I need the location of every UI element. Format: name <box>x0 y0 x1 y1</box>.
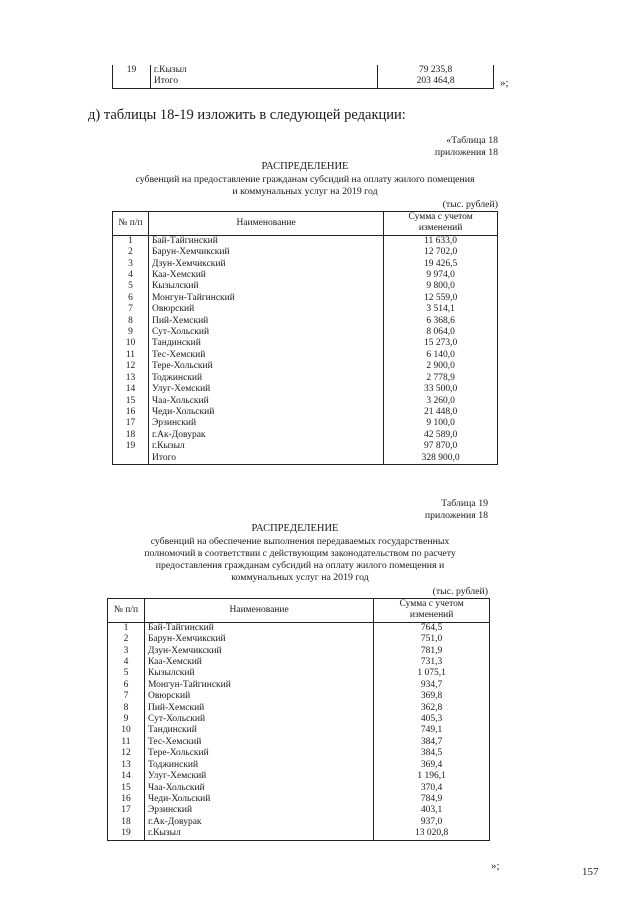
row-name: Бай-Тайгинский <box>148 235 383 247</box>
table-row <box>113 361 498 372</box>
t18-header-sum <box>384 212 498 236</box>
table-row <box>108 771 490 782</box>
row-value: 3 260,0 <box>384 396 498 407</box>
table-row <box>108 646 490 657</box>
row-value: 11 633,0 <box>384 235 498 247</box>
row-number: 1 <box>108 622 145 634</box>
table-row <box>108 657 490 668</box>
row-name: Тере-Хольский <box>148 361 383 372</box>
row-number <box>113 76 151 88</box>
row-number: 10 <box>108 725 145 736</box>
row-number: 15 <box>113 396 149 407</box>
row-number: 17 <box>108 805 145 816</box>
row-name: Тоджинский <box>148 373 383 384</box>
row-name: г.Ак-Довурак <box>144 817 373 828</box>
row-number: 10 <box>113 338 149 349</box>
row-number: 8 <box>113 316 149 327</box>
row-number: 12 <box>113 361 149 372</box>
t19-closing-mark: »; <box>491 860 500 872</box>
t19-header-sum-2: изменений <box>409 610 454 621</box>
t19-header-sum <box>374 599 490 623</box>
row-name: Овюрский <box>144 691 373 702</box>
table-row <box>113 65 494 76</box>
row-name: г.Кызыл <box>150 65 377 76</box>
row-value: 731,3 <box>374 657 490 668</box>
table-row <box>113 430 498 441</box>
row-value: 9 974,0 <box>384 270 498 281</box>
row-value: 79 235,8 <box>378 65 494 76</box>
row-name: Итого <box>150 76 377 88</box>
table-row <box>113 338 498 349</box>
t19-subtitle-4: коммунальных услуг на 2019 год <box>231 572 369 583</box>
table-row <box>113 384 498 395</box>
t18-header-sum-2: изменений <box>418 223 463 234</box>
table-row <box>113 396 498 407</box>
row-number: 6 <box>113 293 149 304</box>
row-value: 369,4 <box>374 760 490 771</box>
row-value: 764,5 <box>374 622 490 634</box>
row-value: 15 273,0 <box>384 338 498 349</box>
row-name: Тандинский <box>148 338 383 349</box>
t18-subtitle-1: субвенций на предоставление гражданам субсидий на оплату жилого помещения <box>135 174 475 185</box>
row-number: 4 <box>113 270 149 281</box>
row-number: 3 <box>113 259 149 270</box>
row-name: Сут-Хольский <box>144 714 373 725</box>
row-value: 3 514,1 <box>384 304 498 315</box>
row-value: 2 778,9 <box>384 373 498 384</box>
row-value: 370,4 <box>374 783 490 794</box>
row-number: 14 <box>108 771 145 782</box>
table-row <box>113 316 498 327</box>
row-name: Каа-Хемский <box>148 270 383 281</box>
page-number: 157 <box>582 866 599 878</box>
row-name: г.Кызыл <box>144 828 373 840</box>
row-name: Улуг-Хемский <box>144 771 373 782</box>
instruction-text: д) таблицы 18-19 изложить в следующей редакции: <box>88 107 406 123</box>
t18-header-sum-1: Сумма с учетом <box>408 212 473 222</box>
table-row <box>113 293 498 304</box>
top-closing-mark: »; <box>500 77 509 89</box>
table-row <box>108 817 490 828</box>
row-value: 8 064,0 <box>384 327 498 338</box>
row-value: 9 100,0 <box>384 418 498 429</box>
table-row <box>108 703 490 714</box>
row-name: Сут-Хольский <box>148 327 383 338</box>
table-row <box>108 691 490 702</box>
row-name: Овюрский <box>148 304 383 315</box>
row-value: 937,0 <box>374 817 490 828</box>
row-number: 8 <box>108 703 145 714</box>
row-value: 403,1 <box>374 805 490 816</box>
table-row <box>108 805 490 816</box>
row-name: Барун-Хемчикский <box>144 634 373 645</box>
table-row <box>108 748 490 759</box>
row-value: 6 140,0 <box>384 350 498 361</box>
row-name: Тере-Хольский <box>144 748 373 759</box>
row-value: 2 900,0 <box>384 361 498 372</box>
table-row <box>108 668 490 679</box>
table-row <box>113 270 498 281</box>
row-number: 11 <box>113 350 149 361</box>
row-value: 384,5 <box>374 748 490 759</box>
row-value: 781,9 <box>374 646 490 657</box>
row-number: 9 <box>113 327 149 338</box>
row-number: 17 <box>113 418 149 429</box>
table-row <box>108 714 490 725</box>
row-number: 7 <box>113 304 149 315</box>
row-value: 384,7 <box>374 737 490 748</box>
table-row <box>113 304 498 315</box>
row-value: 21 448,0 <box>384 407 498 418</box>
row-name: г.Ак-Довурак <box>148 430 383 441</box>
row-name: Бай-Тайгинский <box>144 622 373 634</box>
t18-caption-1: «Таблица 18 <box>446 135 498 146</box>
row-name: Чаа-Хольский <box>148 396 383 407</box>
table-row <box>108 794 490 805</box>
t18-header-num: № п/п <box>113 212 149 236</box>
t19-header-num: № п/п <box>108 599 145 623</box>
row-value: 12 702,0 <box>384 247 498 258</box>
row-number: 5 <box>108 668 145 679</box>
row-number: 16 <box>113 407 149 418</box>
table-row <box>108 783 490 794</box>
table-row <box>108 737 490 748</box>
table-row <box>108 760 490 771</box>
row-number: 13 <box>108 760 145 771</box>
row-name: Тандинский <box>144 725 373 736</box>
row-value: 9 800,0 <box>384 281 498 292</box>
row-name: Тес-Хемский <box>144 737 373 748</box>
row-value: 33 500,0 <box>384 384 498 395</box>
table-row <box>113 407 498 418</box>
row-value: 6 368,6 <box>384 316 498 327</box>
row-name: Пий-Хемский <box>144 703 373 714</box>
t19-subtitle-1: субвенций на обеспечение выполнения передаваемых государственных <box>150 536 450 547</box>
t19-caption-1: Таблица 19 <box>441 498 488 509</box>
table-row <box>108 725 490 736</box>
row-value: 784,9 <box>374 794 490 805</box>
table-row <box>113 453 498 465</box>
row-number: 9 <box>108 714 145 725</box>
top-table <box>112 65 494 89</box>
row-value: 362,8 <box>374 703 490 714</box>
row-name: Барун-Хемчикский <box>148 247 383 258</box>
row-name: Чеди-Хольский <box>148 407 383 418</box>
t19-units: (тыс. рублей) <box>432 586 488 597</box>
table-row <box>108 622 490 634</box>
row-number: 11 <box>108 737 145 748</box>
row-name: Каа-Хемский <box>144 657 373 668</box>
row-value: 934,7 <box>374 680 490 691</box>
t19-subtitle-3: предоставления гражданам субсидий на оплату жилого помещения и <box>155 560 445 571</box>
row-value: 749,1 <box>374 725 490 736</box>
table-row <box>113 418 498 429</box>
row-name: Пий-Хемский <box>148 316 383 327</box>
row-number: 19 <box>113 65 151 76</box>
row-number: 19 <box>108 828 145 840</box>
table-row <box>113 350 498 361</box>
row-value: 369,8 <box>374 691 490 702</box>
table-row <box>113 441 498 452</box>
row-number: 4 <box>108 657 145 668</box>
row-value: 12 559,0 <box>384 293 498 304</box>
row-number: 14 <box>113 384 149 395</box>
row-name: Кызылский <box>148 281 383 292</box>
t18-header-name: Наименование <box>148 212 383 236</box>
row-name: Эрзинский <box>144 805 373 816</box>
t19-subtitle-2: полномочий в соответствии с действующим законодательством по расчету <box>144 548 456 559</box>
row-name: Тоджинский <box>144 760 373 771</box>
table-row <box>113 76 494 88</box>
table-row <box>113 373 498 384</box>
row-number: 13 <box>113 373 149 384</box>
row-number: 16 <box>108 794 145 805</box>
row-name: Чаа-Хольский <box>144 783 373 794</box>
row-number: 2 <box>108 634 145 645</box>
row-name: Кызылский <box>144 668 373 679</box>
table-row <box>113 235 498 247</box>
table-19 <box>107 598 490 841</box>
row-name: Чеди-Хольский <box>144 794 373 805</box>
row-value: 751,0 <box>374 634 490 645</box>
t19-header-sum-1: Сумма с учетом <box>399 599 464 609</box>
t19-title: РАСПРЕДЕЛЕНИЕ <box>251 523 339 534</box>
row-number: 19 <box>113 441 149 452</box>
row-value: 97 870,0 <box>384 441 498 452</box>
row-number: 6 <box>108 680 145 691</box>
row-name: Итого <box>148 453 383 465</box>
row-number <box>113 453 149 465</box>
t18-title: РАСПРЕДЕЛЕНИЕ <box>261 161 349 172</box>
row-value: 405,3 <box>374 714 490 725</box>
row-number: 18 <box>113 430 149 441</box>
t18-units: (тыс. рублей) <box>442 199 498 210</box>
t18-subtitle-2: и коммунальных услуг на 2019 год <box>232 186 378 197</box>
table-row <box>108 634 490 645</box>
table-row <box>108 680 490 691</box>
row-number: 5 <box>113 281 149 292</box>
row-name: Улуг-Хемский <box>148 384 383 395</box>
row-name: Дзун-Хемчикский <box>148 259 383 270</box>
row-value: 1 196,1 <box>374 771 490 782</box>
row-name: г.Кызыл <box>148 441 383 452</box>
row-value: 203 464,8 <box>378 76 494 88</box>
row-name: Монгун-Тайгинский <box>144 680 373 691</box>
table-18 <box>112 211 498 465</box>
row-name: Эрзинский <box>148 418 383 429</box>
table-row <box>113 259 498 270</box>
row-value: 42 589,0 <box>384 430 498 441</box>
row-number: 15 <box>108 783 145 794</box>
table-row <box>113 281 498 292</box>
t19-caption-2: приложения 18 <box>424 510 488 521</box>
table-row <box>113 327 498 338</box>
row-value: 1 075,1 <box>374 668 490 679</box>
row-number: 3 <box>108 646 145 657</box>
row-number: 1 <box>113 235 149 247</box>
row-name: Тес-Хемский <box>148 350 383 361</box>
t18-caption-2: приложения 18 <box>434 147 498 158</box>
row-name: Дзун-Хемчикский <box>144 646 373 657</box>
row-number: 12 <box>108 748 145 759</box>
row-number: 18 <box>108 817 145 828</box>
row-name: Монгун-Тайгинский <box>148 293 383 304</box>
row-number: 2 <box>113 247 149 258</box>
table-row <box>108 828 490 840</box>
row-number: 7 <box>108 691 145 702</box>
t19-header-name: Наименование <box>144 599 373 623</box>
row-value: 19 426,5 <box>384 259 498 270</box>
row-value: 328 900,0 <box>384 453 498 465</box>
table-row <box>113 247 498 258</box>
row-value: 13 020,8 <box>374 828 490 840</box>
